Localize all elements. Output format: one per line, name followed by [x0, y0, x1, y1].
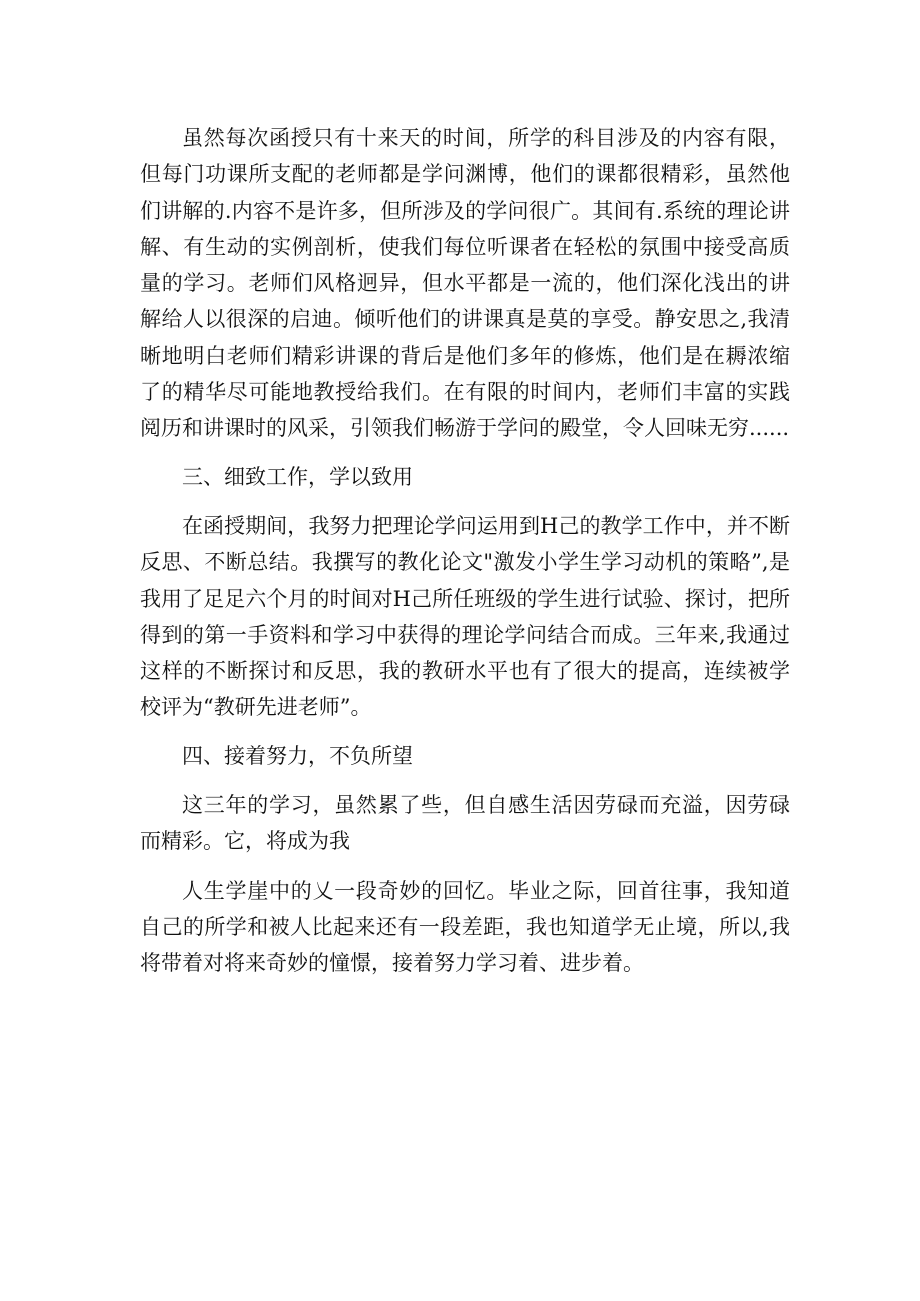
section-heading-3: 三、细致工作，学以致用: [182, 464, 413, 489]
paragraph-teachers: 虽然每次函授只有十来天的时间，所学的科目涉及的内容有限，但每门功课所支配的老师都是学问渊博，他们的课都很精彩，虽然他们讲解的.内容不是许多，但所涉及的学问很广。其间有.系统的理论讲解、有生动的实例剖析，使我们每位听课者在轻松的氛围中接受高质量的学习。老师们风格迥异，但水平都是一流的，他们深化浅出的讲解给人以很深的启迪。倾听他们的讲课真是莫的享受。静安思之,我清晰地明白老师们精彩讲课的背后是他们多年的修炼，他们是在耨浓缩了的精华尽可能地教授给我们。在有限的时间内，老师们丰富的实践阅历和讲课时的风采，引领我们畅游于学问的殿堂，令人回味无穷......: [140, 126, 790, 441]
paragraph-future: 人生学崖中的乂一段奇妙的回忆。毕业之际，回首往事，我知道自己的所学和被人比起来还有一段差距，我也知道学无止境，所以,我将带着对将来奇妙的憧憬，接着努力学习着、进步着。: [140, 878, 790, 976]
section-heading-4: 四、接着努力，不负所望: [182, 743, 413, 768]
paragraph-effort: 这三年的学习，虽然累了些，但自感生活因劳碌而充溢，因劳碌而精彩。它，将成为我: [140, 793, 790, 854]
document-page: [140, 120, 790, 982]
paragraph-application: 在函授期间，我努力把理论学问运用到H己的教学工作中，并不断反思、不断总结。我撰写的教化论文"激发小学生学习动机的策略”,是我用了足足六个月的时间对H己所任班级的学生进行试验、探讨，把所得到的第一手资料和学习中获得的理论学问结合而成。三年来,我通过这样的不断探讨和反思，我的教研水平也有了很大的提高，连续被学校评为“教研先进老师”。: [140, 513, 790, 720]
